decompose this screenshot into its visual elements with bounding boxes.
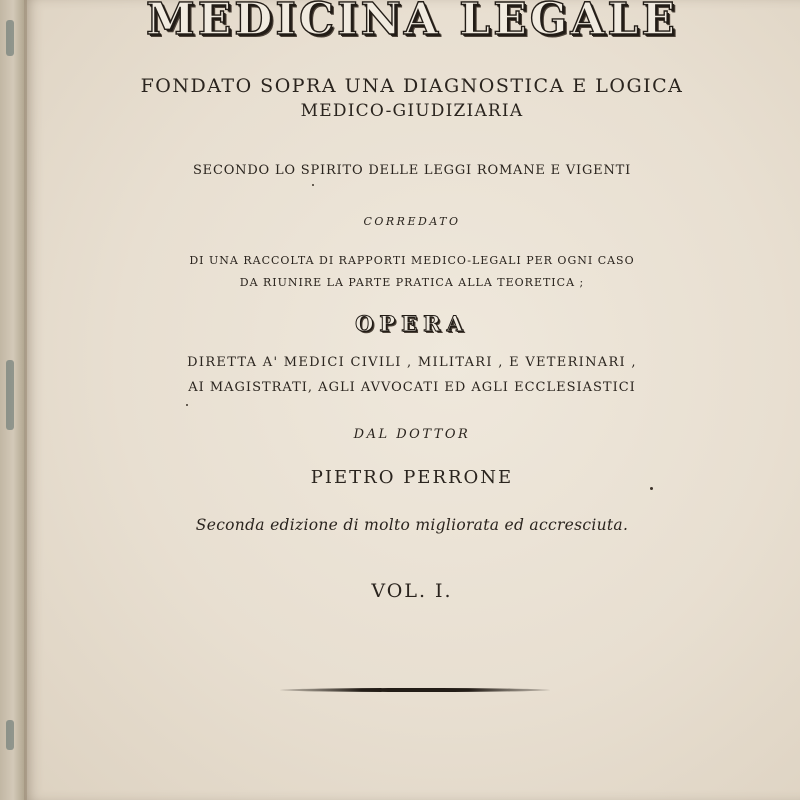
book-spine bbox=[0, 0, 24, 800]
raccolta-line-1: DI UNA RACCOLTA DI RAPPORTI MEDICO-LEGALI PER OGNI CASO bbox=[189, 254, 635, 267]
decorative-rule bbox=[280, 688, 550, 692]
volume-label: VOL. I. bbox=[371, 580, 453, 602]
diretta-line-2: AI MAGISTRATI, AGLI AVVOCATI ED AGLI ECCLESIASTICI bbox=[188, 380, 636, 395]
diretta-line-1: DIRETTA A' MEDICI CIVILI , MILITARI , E VETERINARI , bbox=[187, 355, 637, 370]
opera-heading: OPERA bbox=[355, 311, 469, 336]
ink-speck bbox=[186, 404, 188, 406]
spine-stain bbox=[6, 720, 14, 750]
title-page bbox=[24, 0, 800, 800]
spine-stain bbox=[6, 20, 14, 56]
ink-speck bbox=[312, 184, 314, 186]
dal-dottor-label: DAL DOTTOR bbox=[353, 427, 471, 442]
ink-speck bbox=[650, 487, 653, 490]
subtitle-line-1: FONDATO SOPRA UNA DIAGNOSTICA E LOGICA bbox=[140, 75, 684, 97]
subtitle-line-2: MEDICO-GIUDIZIARIA bbox=[300, 101, 524, 121]
spine-stain bbox=[6, 360, 14, 430]
raccolta-line-2: DA RIUNIRE LA PARTE PRATICA ALLA TEORETICA ; bbox=[239, 276, 585, 289]
page-edge bbox=[24, 0, 27, 800]
author-name: PIETRO PERRONE bbox=[310, 467, 514, 488]
book-title: MEDICINA LEGALE bbox=[146, 0, 678, 45]
secondo-line: SECONDO LO SPIRITO DELLE LEGGI ROMANE E VIGENTI bbox=[192, 163, 632, 178]
corredato-label: CORREDATO bbox=[363, 215, 461, 228]
edition-note: Seconda edizione di molto migliorata ed accresciuta. bbox=[195, 516, 629, 534]
